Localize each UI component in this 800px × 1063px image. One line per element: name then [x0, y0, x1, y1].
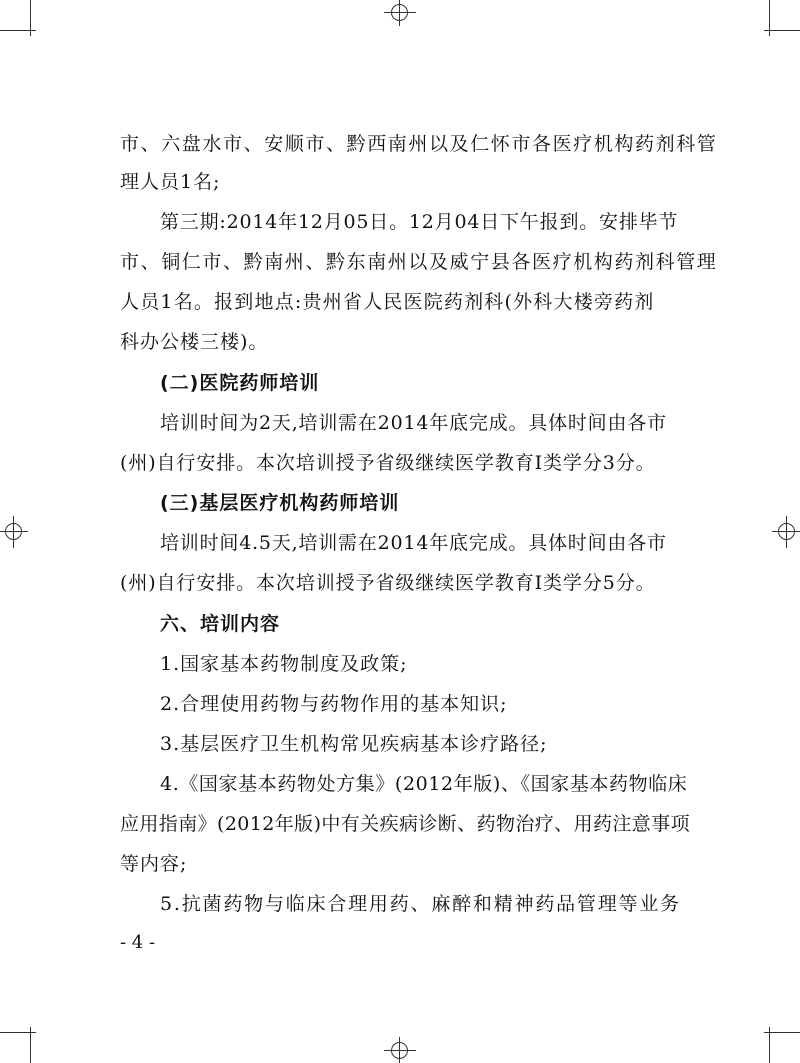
registration-circle	[391, 1042, 408, 1059]
crop-mark	[0, 30, 36, 31]
section-heading: (二)医院药师培训	[160, 372, 320, 394]
body-line: 第三期:2014年12月05日。12月04日下午报到。安排毕节	[160, 211, 679, 233]
body-line: (州)自行安排。本次培训授予省级继续医学教育Ⅰ类学分5分。	[120, 572, 656, 594]
page-number: - 4 -	[120, 932, 156, 953]
crop-mark	[0, 1032, 36, 1033]
list-item: 2.合理使用药物与药物作用的基本知识;	[160, 693, 508, 715]
section-heading: 六、培训内容	[160, 613, 281, 635]
list-item: 等内容;	[120, 853, 188, 875]
list-item: 3.基层医疗卫生机构常见疾病基本诊疗路径;	[160, 733, 548, 755]
body-line: 科办公楼三楼)。	[120, 331, 269, 353]
registration-circle	[5, 523, 22, 540]
body-line: (州)自行安排。本次培训授予省级继续医学教育Ⅰ类学分3分。	[120, 452, 656, 474]
crop-mark	[764, 30, 800, 31]
list-item: 4.《国家基本药物处方集》(2012年版)、《国家基本药物临床	[160, 773, 688, 795]
body-line: 人员1名。报到地点:贵州省人民医院药剂科(外科大楼旁药剂	[120, 291, 655, 313]
body-line: 理人员1名;	[120, 171, 221, 193]
list-item: 1.国家基本药物制度及政策;	[160, 653, 408, 675]
list-item: 应用指南》(2012年版)中有关疾病诊断、药物治疗、用药注意事项	[120, 813, 690, 835]
crop-mark	[764, 1032, 800, 1033]
body-line: 市、铜仁市、黔南州、黔东南州以及威宁县各医疗机构药剂科管理	[120, 251, 718, 273]
section-heading: (三)基层医疗机构药师培训	[160, 492, 400, 514]
list-item: 5.抗菌药物与临床合理用药、麻醉和精神药品管理等业务	[160, 893, 681, 915]
registration-circle	[778, 523, 795, 540]
body-line: 市、六盘水市、安顺市、黔西南州以及仁怀市各医疗机构药剂科管	[120, 133, 718, 155]
registration-circle	[391, 4, 408, 21]
body-line: 培训时间4.5天,培训需在2014年底完成。具体时间由各市	[160, 532, 667, 554]
body-line: 培训时间为2天,培训需在2014年底完成。具体时间由各市	[160, 412, 667, 434]
